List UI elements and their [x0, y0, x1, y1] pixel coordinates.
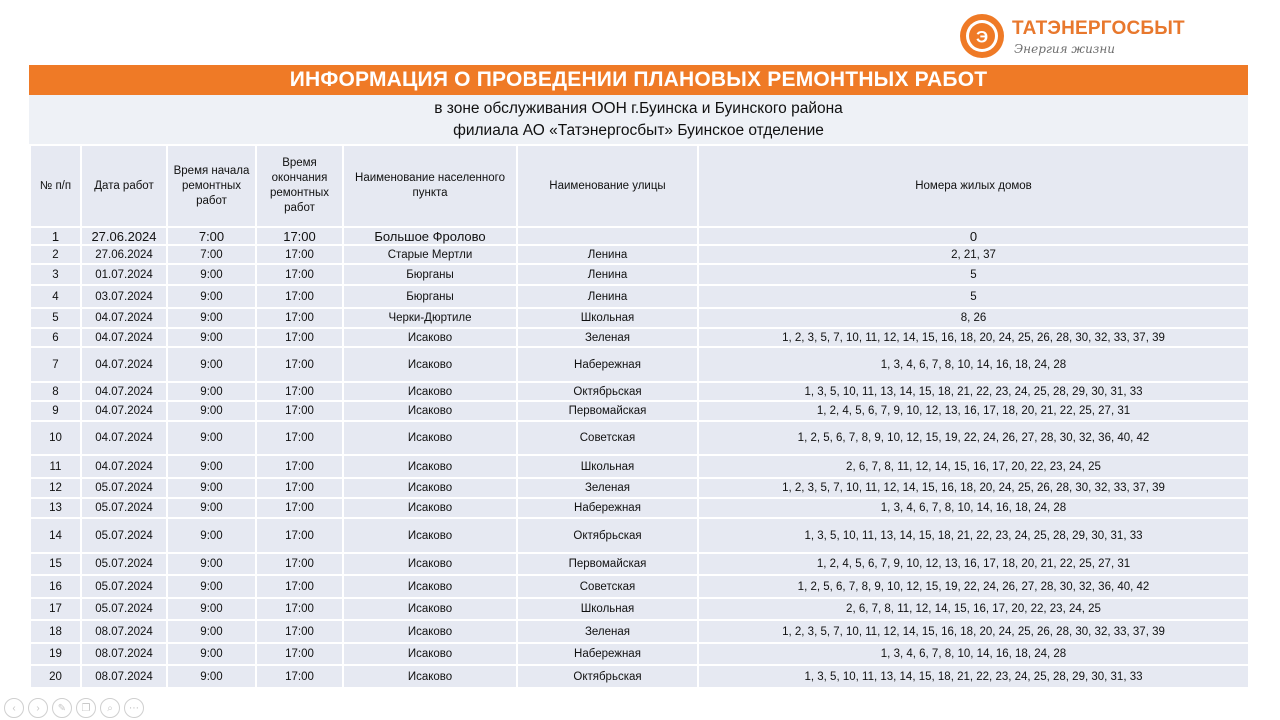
logo-mark-icon — [958, 12, 1006, 60]
table-header-row — [30, 145, 1249, 227]
subtitle-line-2: филиала АО «Татэнергосбыт» Буинское отделение — [453, 121, 824, 139]
cell-number: 4 — [30, 285, 81, 308]
pen-icon[interactable]: ✎ — [52, 698, 72, 718]
header-date: Дата работ — [81, 145, 167, 227]
cell-number: 19 — [30, 643, 81, 665]
cell-house-numbers: 1, 2, 3, 5, 7, 10, 11, 12, 14, 15, 16, 18, 20, 24, 25, 26, 28, 30, 32, 33, 37, 39 — [698, 620, 1249, 643]
cell-house-numbers: 1, 2, 4, 5, 6, 7, 9, 10, 12, 13, 16, 17, 18, 20, 21, 22, 25, 27, 31 — [698, 553, 1249, 575]
cell-settlement: Исаково — [343, 421, 517, 455]
cell-date: 05.07.2024 — [81, 598, 167, 620]
cell-number: 17 — [30, 598, 81, 620]
header-house-numbers: Номера жилых домов — [698, 145, 1249, 227]
table-row — [30, 455, 1249, 478]
table-row — [30, 308, 1249, 328]
cell-end-time: 17:00 — [256, 328, 343, 347]
repair-schedule-table — [29, 144, 1250, 689]
cell-date: 03.07.2024 — [81, 285, 167, 308]
svg-text:Э: Э — [975, 27, 989, 47]
cell-house-numbers: 5 — [698, 264, 1249, 285]
cell-settlement: Исаково — [343, 553, 517, 575]
slide-nav-toolbar — [4, 698, 144, 718]
cell-start-time: 7:00 — [167, 227, 256, 245]
table-row — [30, 665, 1249, 688]
table-row — [30, 518, 1249, 553]
cell-date: 27.06.2024 — [81, 227, 167, 245]
cell-settlement: Бюрганы — [343, 264, 517, 285]
cell-end-time: 17:00 — [256, 264, 343, 285]
cell-end-time: 17:00 — [256, 498, 343, 518]
cell-date: 27.06.2024 — [81, 245, 167, 264]
cell-start-time: 9:00 — [167, 264, 256, 285]
cell-date: 08.07.2024 — [81, 620, 167, 643]
cell-date: 01.07.2024 — [81, 264, 167, 285]
cell-end-time: 17:00 — [256, 478, 343, 498]
logo-name: ТАТЭНЕРГОСБЫТ — [1012, 18, 1185, 39]
cell-date: 05.07.2024 — [81, 553, 167, 575]
table-row — [30, 401, 1249, 421]
cell-number: 9 — [30, 401, 81, 421]
cell-street: Школьная — [517, 308, 698, 328]
cell-end-time: 17:00 — [256, 401, 343, 421]
header-end-time: Время окончания ремонтных работ — [256, 145, 343, 227]
next-icon[interactable]: › — [28, 698, 48, 718]
cell-settlement: Исаково — [343, 347, 517, 382]
subtitle-line-1: в зоне обслуживания ООН г.Буинска и Буинского района — [434, 99, 843, 117]
table-row — [30, 620, 1249, 643]
cell-street: Зеленая — [517, 478, 698, 498]
cell-start-time: 9:00 — [167, 620, 256, 643]
cell-number: 7 — [30, 347, 81, 382]
logo-tagline: Энергия жизни — [1014, 42, 1115, 56]
cell-date: 05.07.2024 — [81, 478, 167, 498]
cell-number: 15 — [30, 553, 81, 575]
cell-number: 2 — [30, 245, 81, 264]
table-row — [30, 498, 1249, 518]
cell-house-numbers: 1, 3, 4, 6, 7, 8, 10, 14, 16, 18, 24, 28 — [698, 498, 1249, 518]
cell-end-time: 17:00 — [256, 575, 343, 598]
cell-start-time: 9:00 — [167, 478, 256, 498]
cell-end-time: 17:00 — [256, 347, 343, 382]
cell-settlement: Большое Фролово — [343, 227, 517, 245]
cell-date: 04.07.2024 — [81, 328, 167, 347]
cell-street: Набережная — [517, 498, 698, 518]
header-start-time: Время начала ремонтных работ — [167, 145, 256, 227]
cell-start-time: 9:00 — [167, 553, 256, 575]
cell-start-time: 7:00 — [167, 245, 256, 264]
cell-end-time: 17:00 — [256, 518, 343, 553]
cell-house-numbers: 2, 6, 7, 8, 11, 12, 14, 15, 16, 17, 20, 22, 23, 24, 25 — [698, 455, 1249, 478]
table-row — [30, 285, 1249, 308]
cell-street: Первомайская — [517, 401, 698, 421]
cell-house-numbers: 1, 2, 5, 6, 7, 8, 9, 10, 12, 15, 19, 22, 24, 26, 27, 28, 30, 32, 36, 40, 42 — [698, 421, 1249, 455]
cell-date: 08.07.2024 — [81, 665, 167, 688]
cell-street: Советская — [517, 575, 698, 598]
cell-settlement: Исаково — [343, 328, 517, 347]
cell-end-time: 17:00 — [256, 643, 343, 665]
cell-street: Октябрьская — [517, 518, 698, 553]
cell-end-time: 17:00 — [256, 308, 343, 328]
cell-start-time: 9:00 — [167, 575, 256, 598]
table-row — [30, 553, 1249, 575]
copy-icon[interactable]: ❐ — [76, 698, 96, 718]
cell-start-time: 9:00 — [167, 308, 256, 328]
cell-end-time: 17:00 — [256, 620, 343, 643]
cell-end-time: 17:00 — [256, 553, 343, 575]
page-title: ИНФОРМАЦИЯ О ПРОВЕДЕНИИ ПЛАНОВЫХ РЕМОНТНЫХ РАБОТ — [29, 65, 1248, 95]
cell-street: Зеленая — [517, 620, 698, 643]
subtitle — [29, 95, 1248, 144]
cell-street — [517, 227, 698, 245]
cell-date: 05.07.2024 — [81, 518, 167, 553]
cell-house-numbers: 2, 21, 37 — [698, 245, 1249, 264]
cell-street: Октябрьская — [517, 382, 698, 401]
header-settlement: Наименование населенного пункта — [343, 145, 517, 227]
cell-street: Школьная — [517, 598, 698, 620]
cell-house-numbers: 1, 3, 5, 10, 11, 13, 14, 15, 18, 21, 22, 23, 24, 25, 28, 29, 30, 31, 33 — [698, 382, 1249, 401]
more-icon[interactable]: ⋯ — [124, 698, 144, 718]
header-street: Наименование улицы — [517, 145, 698, 227]
cell-start-time: 9:00 — [167, 455, 256, 478]
table-row — [30, 245, 1249, 264]
cell-street: Ленина — [517, 245, 698, 264]
cell-settlement: Исаково — [343, 643, 517, 665]
cell-settlement: Исаково — [343, 518, 517, 553]
cell-house-numbers: 1, 3, 5, 10, 11, 13, 14, 15, 18, 21, 22, 23, 24, 25, 28, 29, 30, 31, 33 — [698, 665, 1249, 688]
cell-settlement: Исаково — [343, 455, 517, 478]
cell-date: 04.07.2024 — [81, 455, 167, 478]
table-row — [30, 227, 1249, 245]
cell-start-time: 9:00 — [167, 518, 256, 553]
cell-house-numbers: 1, 3, 4, 6, 7, 8, 10, 14, 16, 18, 24, 28 — [698, 643, 1249, 665]
cell-street: Набережная — [517, 643, 698, 665]
cell-street: Советская — [517, 421, 698, 455]
cell-start-time: 9:00 — [167, 643, 256, 665]
cell-date: 04.07.2024 — [81, 308, 167, 328]
cell-date: 05.07.2024 — [81, 575, 167, 598]
cell-number: 18 — [30, 620, 81, 643]
cell-settlement: Черки-Дюртиле — [343, 308, 517, 328]
cell-end-time: 17:00 — [256, 598, 343, 620]
cell-number: 13 — [30, 498, 81, 518]
table-row — [30, 598, 1249, 620]
cell-start-time: 9:00 — [167, 401, 256, 421]
header-number: № п/п — [30, 145, 81, 227]
cell-street: Ленина — [517, 285, 698, 308]
cell-settlement: Исаково — [343, 382, 517, 401]
cell-settlement: Исаково — [343, 665, 517, 688]
table-row — [30, 347, 1249, 382]
cell-start-time: 9:00 — [167, 498, 256, 518]
cell-date: 08.07.2024 — [81, 643, 167, 665]
cell-number: 1 — [30, 227, 81, 245]
cell-street: Зеленая — [517, 328, 698, 347]
cell-number: 11 — [30, 455, 81, 478]
table-row — [30, 264, 1249, 285]
cell-number: 10 — [30, 421, 81, 455]
cell-number: 14 — [30, 518, 81, 553]
cell-street: Октябрьская — [517, 665, 698, 688]
cell-date: 05.07.2024 — [81, 498, 167, 518]
cell-house-numbers: 2, 6, 7, 8, 11, 12, 14, 15, 16, 17, 20, 22, 23, 24, 25 — [698, 598, 1249, 620]
cell-end-time: 17:00 — [256, 665, 343, 688]
cell-street: Первомайская — [517, 553, 698, 575]
cell-start-time: 9:00 — [167, 421, 256, 455]
cell-house-numbers: 8, 26 — [698, 308, 1249, 328]
cell-settlement: Исаково — [343, 575, 517, 598]
cell-date: 04.07.2024 — [81, 401, 167, 421]
cell-end-time: 17:00 — [256, 227, 343, 245]
cell-street: Школьная — [517, 455, 698, 478]
table-row — [30, 643, 1249, 665]
cell-street: Набережная — [517, 347, 698, 382]
cell-start-time: 9:00 — [167, 598, 256, 620]
zoom-icon[interactable]: ⌕ — [100, 698, 120, 718]
cell-settlement: Исаково — [343, 478, 517, 498]
cell-house-numbers: 1, 2, 5, 6, 7, 8, 9, 10, 12, 15, 19, 22, 24, 26, 27, 28, 30, 32, 36, 40, 42 — [698, 575, 1249, 598]
cell-date: 04.07.2024 — [81, 382, 167, 401]
table-row — [30, 575, 1249, 598]
cell-date: 04.07.2024 — [81, 421, 167, 455]
cell-settlement: Исаково — [343, 620, 517, 643]
cell-house-numbers: 1, 2, 4, 5, 6, 7, 9, 10, 12, 13, 16, 17, 18, 20, 21, 22, 25, 27, 31 — [698, 401, 1249, 421]
cell-start-time: 9:00 — [167, 665, 256, 688]
company-logo — [958, 12, 1198, 62]
table-row — [30, 328, 1249, 347]
cell-end-time: 17:00 — [256, 455, 343, 478]
cell-number: 12 — [30, 478, 81, 498]
cell-number: 3 — [30, 264, 81, 285]
cell-end-time: 17:00 — [256, 382, 343, 401]
cell-house-numbers: 5 — [698, 285, 1249, 308]
cell-number: 5 — [30, 308, 81, 328]
table-row — [30, 382, 1249, 401]
cell-date: 04.07.2024 — [81, 347, 167, 382]
cell-settlement: Исаково — [343, 598, 517, 620]
prev-icon[interactable]: ‹ — [4, 698, 24, 718]
cell-end-time: 17:00 — [256, 421, 343, 455]
cell-number: 8 — [30, 382, 81, 401]
cell-house-numbers: 0 — [698, 227, 1249, 245]
table-row — [30, 421, 1249, 455]
cell-settlement: Исаково — [343, 498, 517, 518]
cell-house-numbers: 1, 3, 5, 10, 11, 13, 14, 15, 18, 21, 22, 23, 24, 25, 28, 29, 30, 31, 33 — [698, 518, 1249, 553]
cell-house-numbers: 1, 2, 3, 5, 7, 10, 11, 12, 14, 15, 16, 18, 20, 24, 25, 26, 28, 30, 32, 33, 37, 39 — [698, 478, 1249, 498]
cell-start-time: 9:00 — [167, 285, 256, 308]
cell-end-time: 17:00 — [256, 245, 343, 264]
cell-number: 16 — [30, 575, 81, 598]
cell-number: 20 — [30, 665, 81, 688]
cell-start-time: 9:00 — [167, 347, 256, 382]
table-row — [30, 478, 1249, 498]
cell-settlement: Бюрганы — [343, 285, 517, 308]
cell-house-numbers: 1, 3, 4, 6, 7, 8, 10, 14, 16, 18, 24, 28 — [698, 347, 1249, 382]
cell-house-numbers: 1, 2, 3, 5, 7, 10, 11, 12, 14, 15, 16, 18, 20, 24, 25, 26, 28, 30, 32, 33, 37, 39 — [698, 328, 1249, 347]
cell-settlement: Старые Мертли — [343, 245, 517, 264]
cell-start-time: 9:00 — [167, 382, 256, 401]
cell-number: 6 — [30, 328, 81, 347]
cell-settlement: Исаково — [343, 401, 517, 421]
cell-end-time: 17:00 — [256, 285, 343, 308]
cell-street: Ленина — [517, 264, 698, 285]
cell-start-time: 9:00 — [167, 328, 256, 347]
